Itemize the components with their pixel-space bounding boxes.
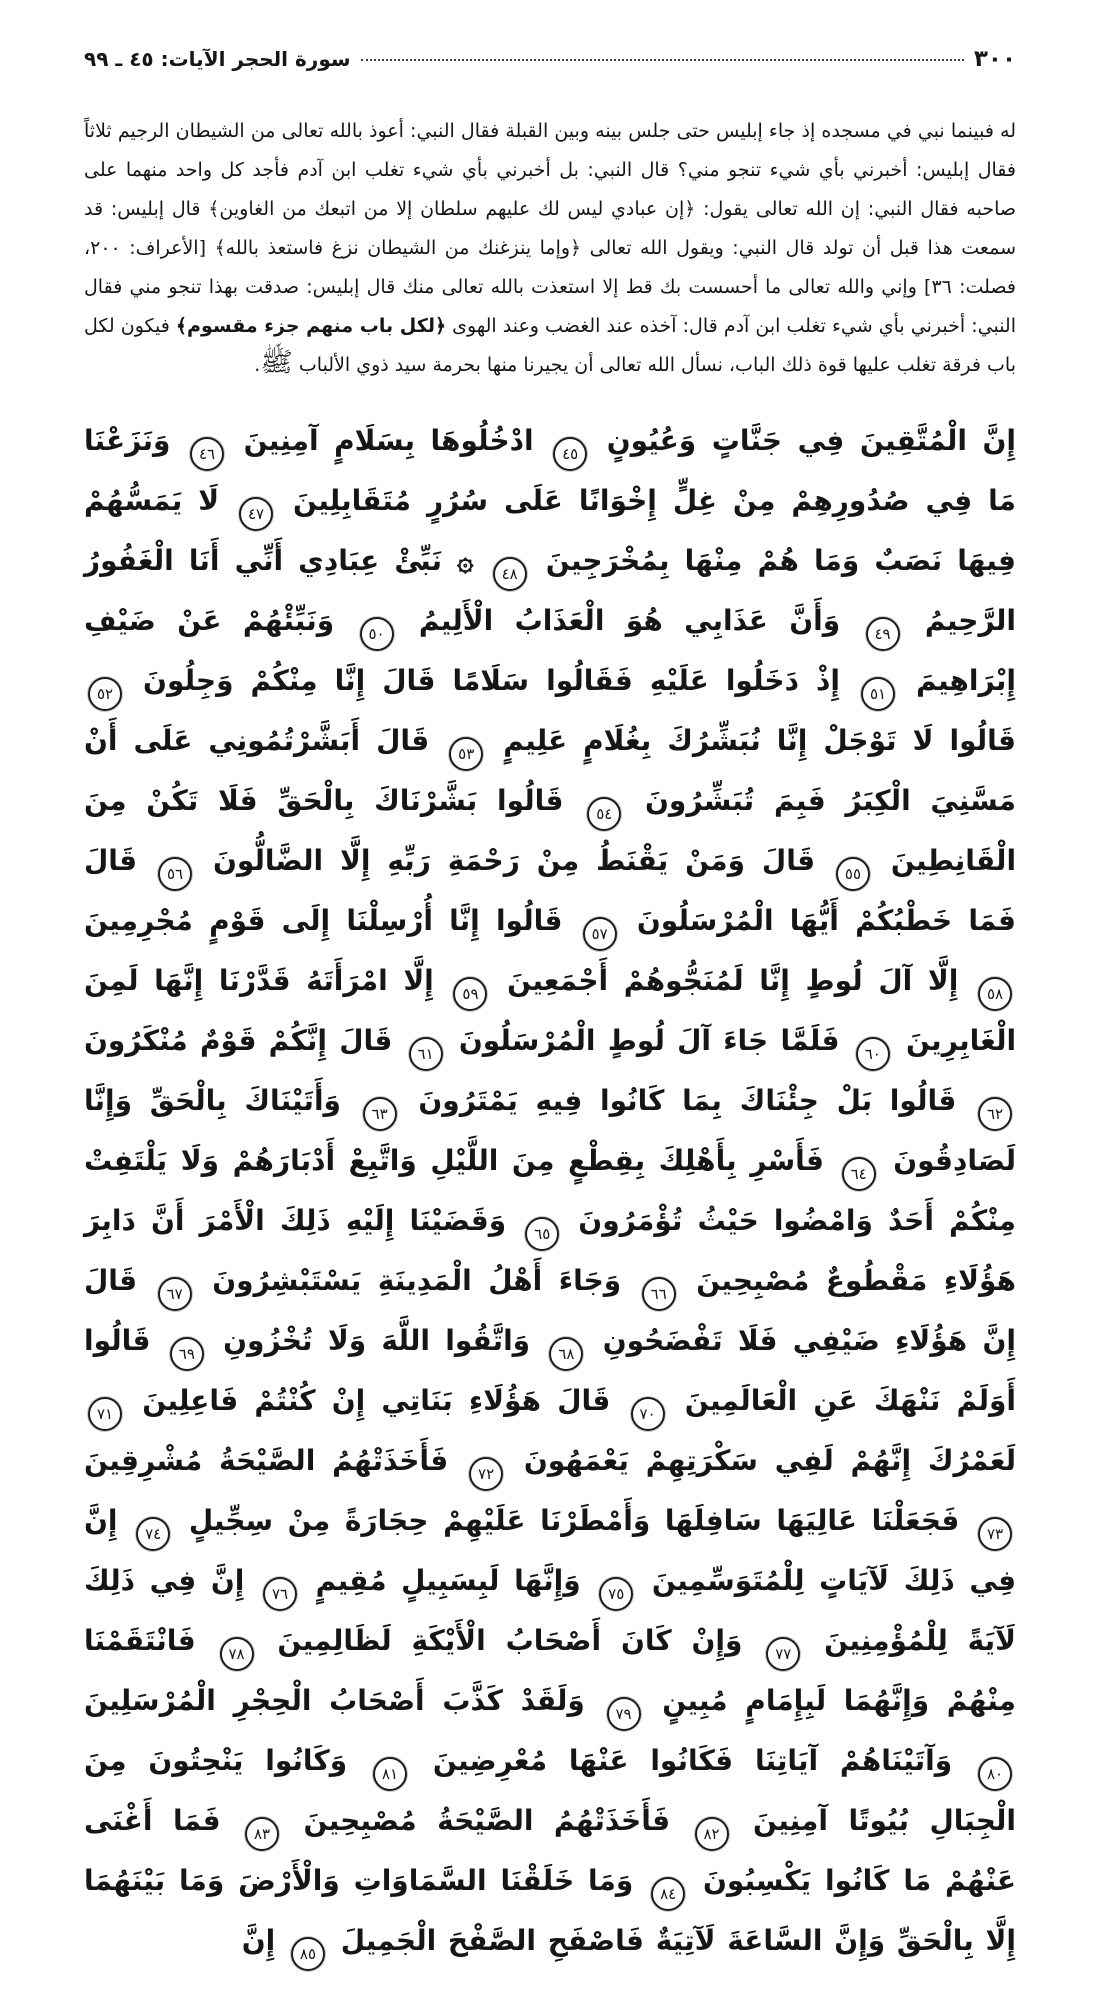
verse-number-marker: ٨٤ bbox=[651, 1877, 685, 1911]
verse-number-marker: ٧٤ bbox=[136, 1517, 170, 1551]
verse-text: إِذْ دَخَلُوا عَلَيْهِ فَقَالُوا سَلَامًا قَالَ إِنَّا مِنْكُمْ وَجِلُونَ bbox=[143, 664, 840, 697]
verse-text: قَالَ هَؤُلَاءِ بَنَاتِي إِنْ كُنْتُمْ فَاعِلِينَ bbox=[142, 1384, 611, 1417]
verse-number-marker: ٦٧ bbox=[158, 1277, 192, 1311]
verse-text: وَنَزَعْنَا مَا فِي صُدُورِهِمْ مِنْ غِلٍّ إِخْوَانًا عَلَى سُرُرٍ مُتَقَابِلِينَ bbox=[84, 424, 1017, 517]
verse-text: ۞ نَبِّئْ عِبَادِي أَنِّي أَنَا الْغَفُورُ الرَّحِيمُ bbox=[84, 544, 1017, 637]
verse-number-marker: ٦٥ bbox=[525, 1217, 559, 1251]
verse-text: وَجَاءَ أَهْلُ الْمَدِينَةِ يَسْتَبْشِرُونَ bbox=[212, 1264, 622, 1297]
header-dotted-leader bbox=[361, 59, 964, 61]
commentary-text: فيكون لكل باب فرقة تغلب عليها قوة ذلك الباب، نسأل الله تعالى أن يجيرنا منها بحرمة سيد ذوي الألباب bbox=[84, 315, 1016, 376]
commentary-text: له فبينما نبي في مسجده إذ جاء إبليس حتى جلس بينه وبين القبلة فقال النبي: أعوذ بالله تعالى من الشيطان الرجيم ثلاثاً فقال إبليس: أخبرني بأي شيء تنجو مني؟ قال النبي: بل أخبرني بأي شيء تغلب ابن آدم فأجد كل واحد منهما على صاحبه فقال النبي: إن الله تعالى يقول: ﴿إن عبادي ليس لك عليهم سلطان إلا من اتبعك من الغاوين﴾ قال إبليس: قد سمعت هذا قبل أن تولد قال النبي: ويقول الله تعالى ﴿وإما ينزغنك من الشيطان نزغ فاستعذ بالله﴾ [الأعراف: ٢٠٠، فصلت: ٣٦] وإني والله تعالى ما أحسست بك قط إلا استعذت بالله تعالى منك قال إبليس: صدقت بهذا تنجو مني فقال النبي: أخبرني بأي شيء تغلب ابن آدم قال: آخذه عند الغضب وعند الهوى bbox=[84, 120, 1016, 337]
verse-number-marker: ٤٩ bbox=[866, 617, 900, 651]
verse-number-marker: ٥٢ bbox=[88, 677, 122, 711]
verse-text: قَالُوا لَا تَوْجَلْ إِنَّا نُبَشِّرُكَ بِغُلَامٍ عَلِيمٍ bbox=[503, 724, 1016, 757]
verse-number-marker: ٨١ bbox=[373, 1757, 407, 1791]
verse-text: فَانْتَقَمْنَا مِنْهُمْ وَإِنَّهُمَا لَبِإِمَامٍ مُبِينٍ bbox=[84, 1624, 1016, 1717]
verse-number-marker: ٦١ bbox=[409, 1037, 443, 1071]
verse-text: قَالَ فَمَا خَطْبُكُمْ أَيُّهَا الْمُرْسَلُونَ bbox=[84, 844, 1017, 937]
verse-text: وَكَانُوا يَنْحِتُونَ مِنَ الْجِبَالِ بُيُوتًا آمِنِينَ bbox=[84, 1744, 1016, 1837]
verse-number-marker: ٧٥ bbox=[599, 1577, 633, 1611]
verse-number-marker: ٤٦ bbox=[190, 437, 224, 471]
commentary-paragraph bbox=[84, 112, 1016, 385]
verse-text: فَجَعَلْنَا عَالِيَهَا سَافِلَهَا وَأَمْطَرْنَا عَلَيْهِمْ حِجَارَةً مِنْ سِجِّيلٍ bbox=[188, 1504, 960, 1537]
quran-text bbox=[84, 411, 1016, 1971]
verse-number-marker: ٧٣ bbox=[978, 1517, 1012, 1551]
verse-text: وَإِنَّهَا لَبِسَبِيلٍ مُقِيمٍ bbox=[315, 1564, 581, 1597]
verse-text: قَالُوا أَوَلَمْ نَنْهَكَ عَنِ الْعَالَمِينَ bbox=[84, 1324, 1017, 1417]
verse-number-marker: ٦٦ bbox=[642, 1277, 676, 1311]
verse-text: إِنَّ فِي ذَلِكَ لَآيَةً لِلْمُؤْمِنِينَ bbox=[84, 1564, 1017, 1657]
page-header bbox=[84, 46, 1016, 72]
verse-number-marker: ٥٩ bbox=[453, 977, 487, 1011]
verse-number-marker: ٨٢ bbox=[695, 1817, 729, 1851]
verse-number-marker: ٥٧ bbox=[583, 917, 617, 951]
verse-number-marker: ٨٠ bbox=[978, 1757, 1012, 1791]
verse-text: إِنَّ فِي ذَلِكَ لَآيَاتٍ لِلْمُتَوَسِّمِينَ bbox=[84, 1504, 1017, 1597]
verse-number-marker: ٧٧ bbox=[766, 1637, 800, 1671]
verse-number-marker: ٥٦ bbox=[158, 857, 192, 891]
verse-number-marker: ٤٥ bbox=[553, 437, 587, 471]
verse-number-marker: ٧٦ bbox=[263, 1577, 297, 1611]
verse-text: وَآتَيْنَاهُمْ آيَاتِنَا فَكَانُوا عَنْهَا مُعْرِضِينَ bbox=[432, 1744, 953, 1777]
verse-number-marker: ٧٢ bbox=[469, 1457, 503, 1491]
verse-text: قَالَ إِنَّكُمْ قَوْمٌ مُنْكَرُونَ bbox=[84, 1024, 393, 1057]
verse-text: وَأَنَّ عَذَابِي هُوَ الْعَذَابُ الْأَلِيمُ bbox=[418, 604, 841, 637]
verse-text: وَأَتَيْنَاكَ بِالْحَقِّ وَإِنَّا لَصَادِقُونَ bbox=[84, 1084, 1016, 1177]
verse-number-marker: ٧٠ bbox=[631, 1397, 665, 1431]
verse-text: قَالَ أَبَشَّرْتُمُونِي عَلَى أَنْ مَسَّنِيَ الْكِبَرُ فَبِمَ تُبَشِّرُونَ bbox=[84, 724, 1017, 817]
verse-number-marker: ٨٣ bbox=[245, 1817, 279, 1851]
verse-text: فَلَمَّا جَاءَ آلَ لُوطٍ الْمُرْسَلُونَ bbox=[458, 1024, 840, 1057]
verse-text: فَأَسْرِ بِأَهْلِكَ بِقِطْعٍ مِنَ اللَّيْلِ وَاتَّبِعْ أَدْبَارَهُمْ وَلَا يَلْتَفِتْ مِنْكُمْ أَحَدٌ وَامْضُوا حَيْثُ تُؤْمَرُونَ bbox=[84, 1144, 1017, 1237]
verse-text: وَقَضَيْنَا إِلَيْهِ ذَلِكَ الْأَمْرَ أَنَّ دَابِرَ هَؤُلَاءِ مَقْطُوعٌ مُصْبِحِينَ bbox=[84, 1204, 1016, 1297]
verse-number-marker: ٦٩ bbox=[170, 1337, 204, 1371]
verse-text: إِلَّا امْرَأَتَهُ قَدَّرْنَا إِنَّهَا لَمِنَ الْغَابِرِينَ bbox=[84, 964, 1017, 1057]
verse-text: ادْخُلُوهَا بِسَلَامٍ آمِنِينَ bbox=[243, 424, 534, 457]
verse-number-marker: ٦٠ bbox=[856, 1037, 890, 1071]
verse-text: وَإِنْ كَانَ أَصْحَابُ الْأَيْكَةِ لَظَالِمِينَ bbox=[277, 1624, 743, 1657]
verse-text: إِنَّ bbox=[241, 1924, 276, 1957]
verse-number-marker: ٥١ bbox=[861, 677, 895, 711]
commentary-text: . bbox=[254, 354, 261, 376]
verse-number-marker: ٧١ bbox=[88, 1397, 122, 1431]
verse-number-marker: ٥٣ bbox=[449, 737, 483, 771]
verse-text: وَمَا خَلَقْنَا السَّمَاوَاتِ وَالْأَرْضَ وَمَا بَيْنَهُمَا إِلَّا بِالْحَقِّ وَإِنَّ السَّاعَةَ لَآتِيَةٌ فَاصْفَحِ الصَّفْحَ الْجَمِيلَ bbox=[84, 1864, 1016, 1957]
verse-number-marker: ٦٨ bbox=[549, 1337, 583, 1371]
commentary-bold-quote: ﴿لكل باب منهم جزء مقسوم﴾ bbox=[175, 315, 447, 337]
verse-number-marker: ٥٨ bbox=[978, 977, 1012, 1011]
verse-text: إِنَّ الْمُتَّقِينَ فِي جَنَّاتٍ وَعُيُونٍ bbox=[606, 424, 1017, 457]
verse-number-marker: ٧٩ bbox=[607, 1697, 641, 1731]
verse-number-marker: ٦٣ bbox=[363, 1097, 397, 1131]
verse-text: وَاتَّقُوا اللَّهَ وَلَا تُخْزُونِ bbox=[223, 1324, 531, 1357]
verse-text: وَنَبِّئْهُمْ عَنْ ضَيْفِ إِبْرَاهِيمَ bbox=[84, 604, 1017, 697]
verse-number-marker: ٥٠ bbox=[360, 617, 394, 651]
honorific-seal: ﷺ bbox=[260, 347, 293, 378]
page-number: ٣٠٠ bbox=[973, 46, 1016, 72]
verse-text: قَالُوا بَلْ جِئْنَاكَ بِمَا كَانُوا فِيهِ يَمْتَرُونَ bbox=[418, 1084, 957, 1117]
verse-text: قَالَ وَمَنْ يَقْنَطُ مِنْ رَحْمَةِ رَبِّهِ إِلَّا الضَّالُّونَ bbox=[212, 844, 816, 877]
verse-number-marker: ٥٥ bbox=[836, 857, 870, 891]
verse-text: قَالُوا بَشَّرْنَاكَ بِالْحَقِّ فَلَا تَكُنْ مِنَ الْقَانِطِينَ bbox=[84, 784, 1017, 877]
header-title: سورة الحجر الآيات: ٤٥ ـ ٩٩ bbox=[84, 47, 351, 71]
verse-text: إِلَّا آلَ لُوطٍ إِنَّا لَمُنَجُّوهُمْ أَجْمَعِينَ bbox=[507, 964, 959, 997]
verse-text: لَا يَمَسُّهُمْ فِيهَا نَصَبٌ وَمَا هُمْ مِنْهَا بِمُخْرَجِينَ bbox=[84, 484, 1016, 577]
verse-number-marker: ٦٤ bbox=[842, 1157, 876, 1191]
verse-text: فَأَخَذَتْهُمُ الصَّيْحَةُ مُصْبِحِينَ bbox=[303, 1804, 671, 1837]
verse-text: فَأَخَذَتْهُمُ الصَّيْحَةُ مُشْرِقِينَ bbox=[84, 1444, 449, 1477]
verse-number-marker: ٥٤ bbox=[587, 797, 621, 831]
verse-text: قَالُوا إِنَّا أُرْسِلْنَا إِلَى قَوْمٍ مُجْرِمِينَ bbox=[84, 904, 563, 937]
verse-number-marker: ٨٥ bbox=[291, 1937, 325, 1971]
verse-number-marker: ٦٢ bbox=[978, 1097, 1012, 1131]
verse-text: فَمَا أَغْنَى عَنْهُمْ مَا كَانُوا يَكْسِبُونَ bbox=[84, 1804, 1017, 1897]
verse-text: لَعَمْرُكَ إِنَّهُمْ لَفِي سَكْرَتِهِمْ يَعْمَهُونَ bbox=[523, 1444, 1017, 1477]
verse-number-marker: ٧٨ bbox=[220, 1637, 254, 1671]
verse-number-marker: ٤٨ bbox=[493, 557, 527, 591]
verse-text: وَلَقَدْ كَذَّبَ أَصْحَابُ الْحِجْرِ الْمُرْسَلِينَ bbox=[84, 1684, 585, 1717]
verse-text: قَالَ إِنَّ هَؤُلَاءِ ضَيْفِي فَلَا تَفْضَحُونِ bbox=[84, 1264, 1017, 1357]
verse-number-marker: ٤٧ bbox=[239, 497, 273, 531]
